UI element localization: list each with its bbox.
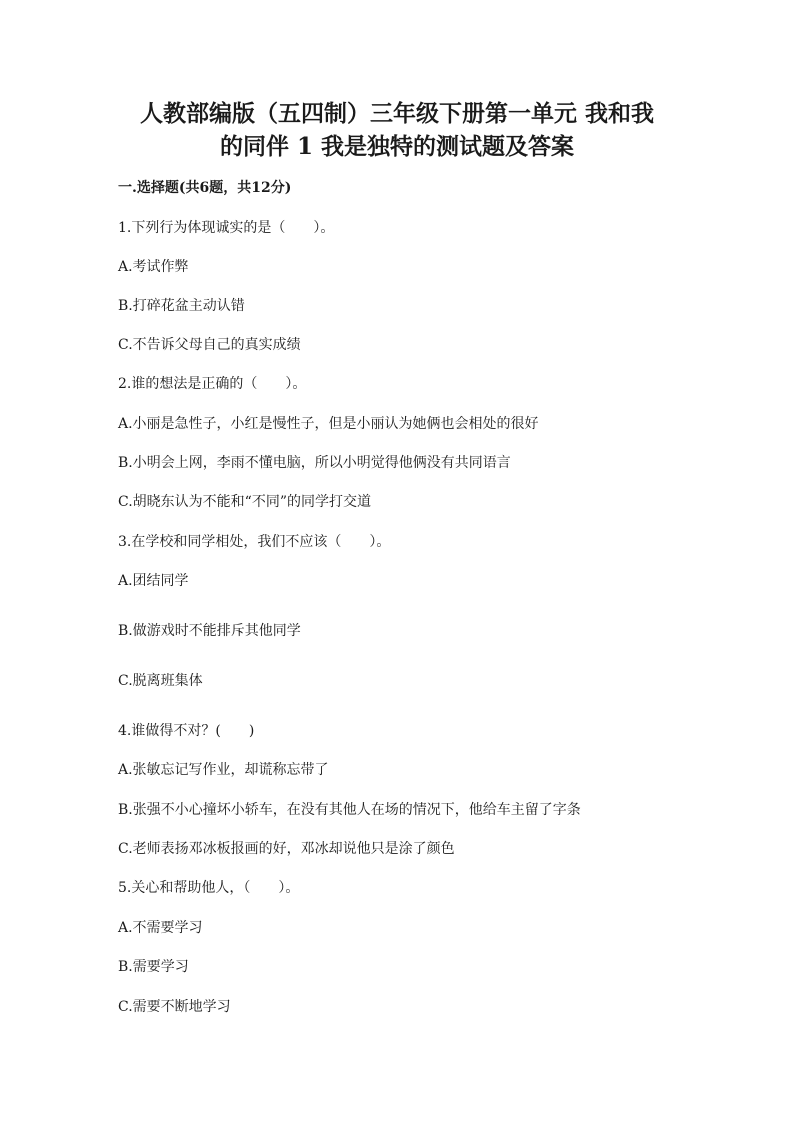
question-5-option-c: C.需要不断地学习	[118, 999, 231, 1015]
question-4-option-a: A.张敏忘记写作业，却谎称忘带了	[118, 762, 329, 778]
question-2-option-c: C.胡晓东认为不能和“不同”的同学打交道	[118, 494, 371, 510]
question-5-option-a: A.不需要学习	[118, 920, 203, 936]
question-3-option-c: C.脱离班集体	[118, 673, 203, 689]
document-title-line-2: 的同伴 1 我是独特的测试题及答案	[219, 133, 575, 160]
question-3-option-a: A.团结同学	[118, 573, 189, 589]
question-1-option-b: B.打碎花盆主动认错	[118, 298, 245, 314]
question-1-option-a: A.考试作弊	[118, 259, 189, 275]
question-3-option-b: B.做游戏时不能排斥其他同学	[118, 623, 301, 639]
question-3-stem: 3.在学校和同学相处，我们不应该（ ）。	[118, 534, 391, 550]
question-5-stem: 5.关心和帮助他人，（ ）。	[118, 880, 300, 896]
question-2-stem: 2.谁的想法是正确的（ ）。	[118, 376, 307, 392]
question-1-option-c: C.不告诉父母自己的真实成绩	[118, 337, 301, 353]
question-2-option-b: B.小明会上网，李雨不懂电脑，所以小明觉得他俩没有共同语言	[118, 455, 511, 471]
question-4-stem: 4.谁做得不对？( )	[118, 723, 255, 739]
question-2-option-a: A.小丽是急性子，小红是慢性子，但是小丽认为她俩也会相处的很好	[118, 416, 539, 432]
section-heading: 一.选择题(共6题，共12分)	[118, 180, 292, 196]
question-4-option-b: B.张强不小心撞坏小轿车，在没有其他人在场的情况下，他给车主留了字条	[118, 802, 581, 818]
document-title-line-1: 人教部编版（五四制）三年级下册第一单元 我和我	[139, 100, 654, 127]
question-4-option-c: C.老师表扬邓冰板报画的好，邓冰却说他只是涂了颜色	[118, 841, 455, 857]
question-5-option-b: B.需要学习	[118, 959, 189, 975]
question-1-stem: 1.下列行为体现诚实的是（ ）。	[118, 220, 335, 236]
